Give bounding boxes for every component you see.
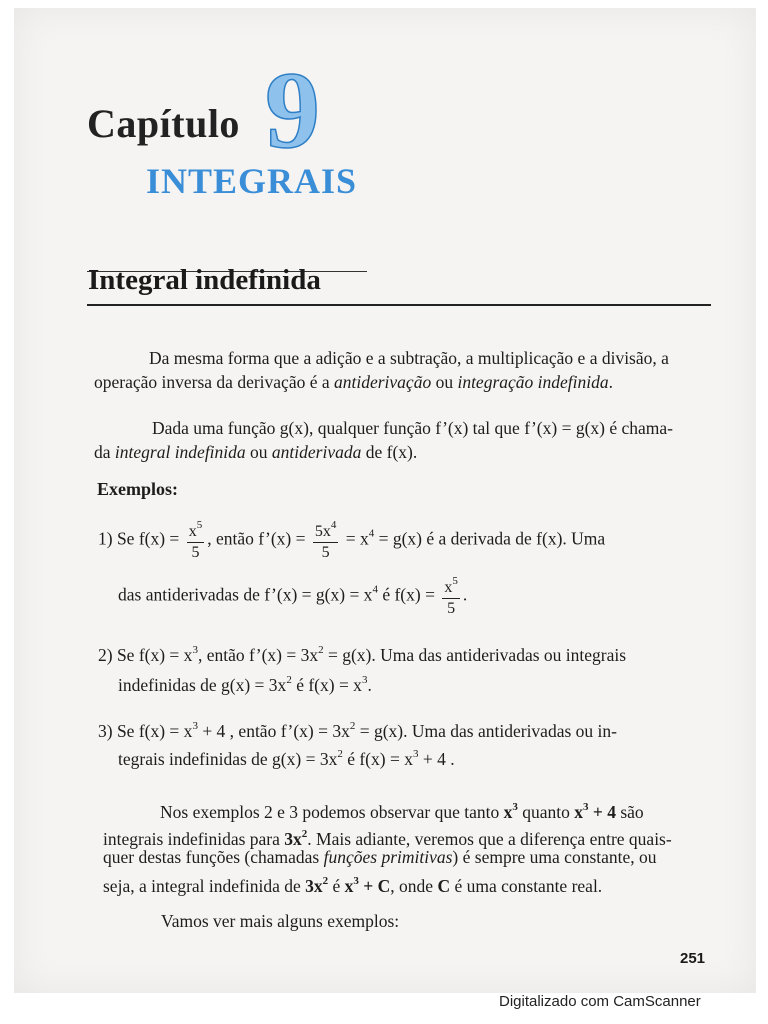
scanner-watermark: Digitalizado com CamScanner — [499, 993, 701, 1010]
section-title: Integral indefinida — [88, 264, 321, 296]
example-2-line-1: 2) Se $f(x) = x^3$, então f’(x) = $3x^2 = g(x)$. Uma das antiderivadas ou integrais — [98, 644, 627, 665]
chapter-label: Capítulo — [87, 101, 240, 146]
term-antiderivacao: antiderivação — [334, 372, 432, 392]
paragraph-1-line-2: operação inversa da derivação é a antiderivação ou integração indefinida. — [94, 372, 613, 392]
example-1-line-1: 1) Se f(x) = $\frac{x^5}{5}$ , então f’(x) = $\frac{5x^4}{5}$ = $x^4 = g(x)$ é a derivada de f(x). Uma — [98, 519, 606, 561]
chapter-number: 9 — [265, 49, 320, 171]
closing-line-3: quer destas funções (chamadas funções primitivas) é sempre uma constante, ou — [103, 847, 657, 867]
paragraph-1-line-1: Da mesma forma que a adição e a subtração, a multiplicação e a divisão, a — [149, 348, 669, 368]
term-integral-indefinida: integral indefinida — [114, 442, 246, 462]
chapter-title: INTEGRAIS — [146, 161, 358, 201]
closing-line-4: seja, a integral indefinida de $3x^2$ é $x^3 + C$, onde C é uma constante real. — [103, 875, 603, 896]
page-number: 251 — [680, 950, 706, 967]
fraction-5x4-over-5: $\frac{5x^4}{5}$ — [314, 519, 337, 561]
closing-line-5: Vamos ver mais alguns exemplos: — [161, 911, 400, 931]
paragraph-2-line-2: da integral indefinida ou antiderivada de f(x). — [94, 442, 418, 462]
fraction-x5-over-5-b: $\frac{x^5}{5}$ — [444, 575, 458, 617]
example-1-line-2: das antiderivadas de f’(x) = $g(x) = x^4$ é f(x) = $\frac{x^5}{5}$ . — [118, 575, 468, 617]
closing-line-1: Nos exemplos 2 e 3 podemos observar que tanto $x^3$ quanto $x^3 + 4$ são — [160, 801, 644, 822]
example-3-line-1: 3) Se $f(x) = x^3 + 4$ , então f’(x) = $3x^2 = g(x)$. Uma das antiderivadas ou in- — [98, 720, 617, 741]
closing-line-2: integrais indefinidas para $3x^2$. Mais adiante, veremos que a diferença entre quais- — [103, 828, 672, 849]
term-antiderivada: antiderivada — [271, 442, 362, 462]
fraction-x5-over-5: $\frac{x^5}{5}$ — [188, 519, 203, 561]
paragraph-2-line-1: Dada uma função g(x), qualquer função f’(x) tal que f’(x) = g(x) é chama- — [152, 418, 674, 438]
term-integracao-indefinida: integração indefinida — [457, 372, 609, 392]
example-3-line-2: tegrais indefinidas de $g(x) = 3x^2$ é $f(x) = x^3 + 4$ . — [118, 748, 455, 769]
examples-heading: Exemplos: — [97, 479, 178, 499]
example-2-line-2: indefinidas de $g(x) = 3x^2$ é $f(x) = x^3$. — [118, 674, 372, 695]
term-funcoes-primitivas: funções primitivas — [323, 847, 453, 867]
section-underline-rule — [87, 304, 711, 306]
